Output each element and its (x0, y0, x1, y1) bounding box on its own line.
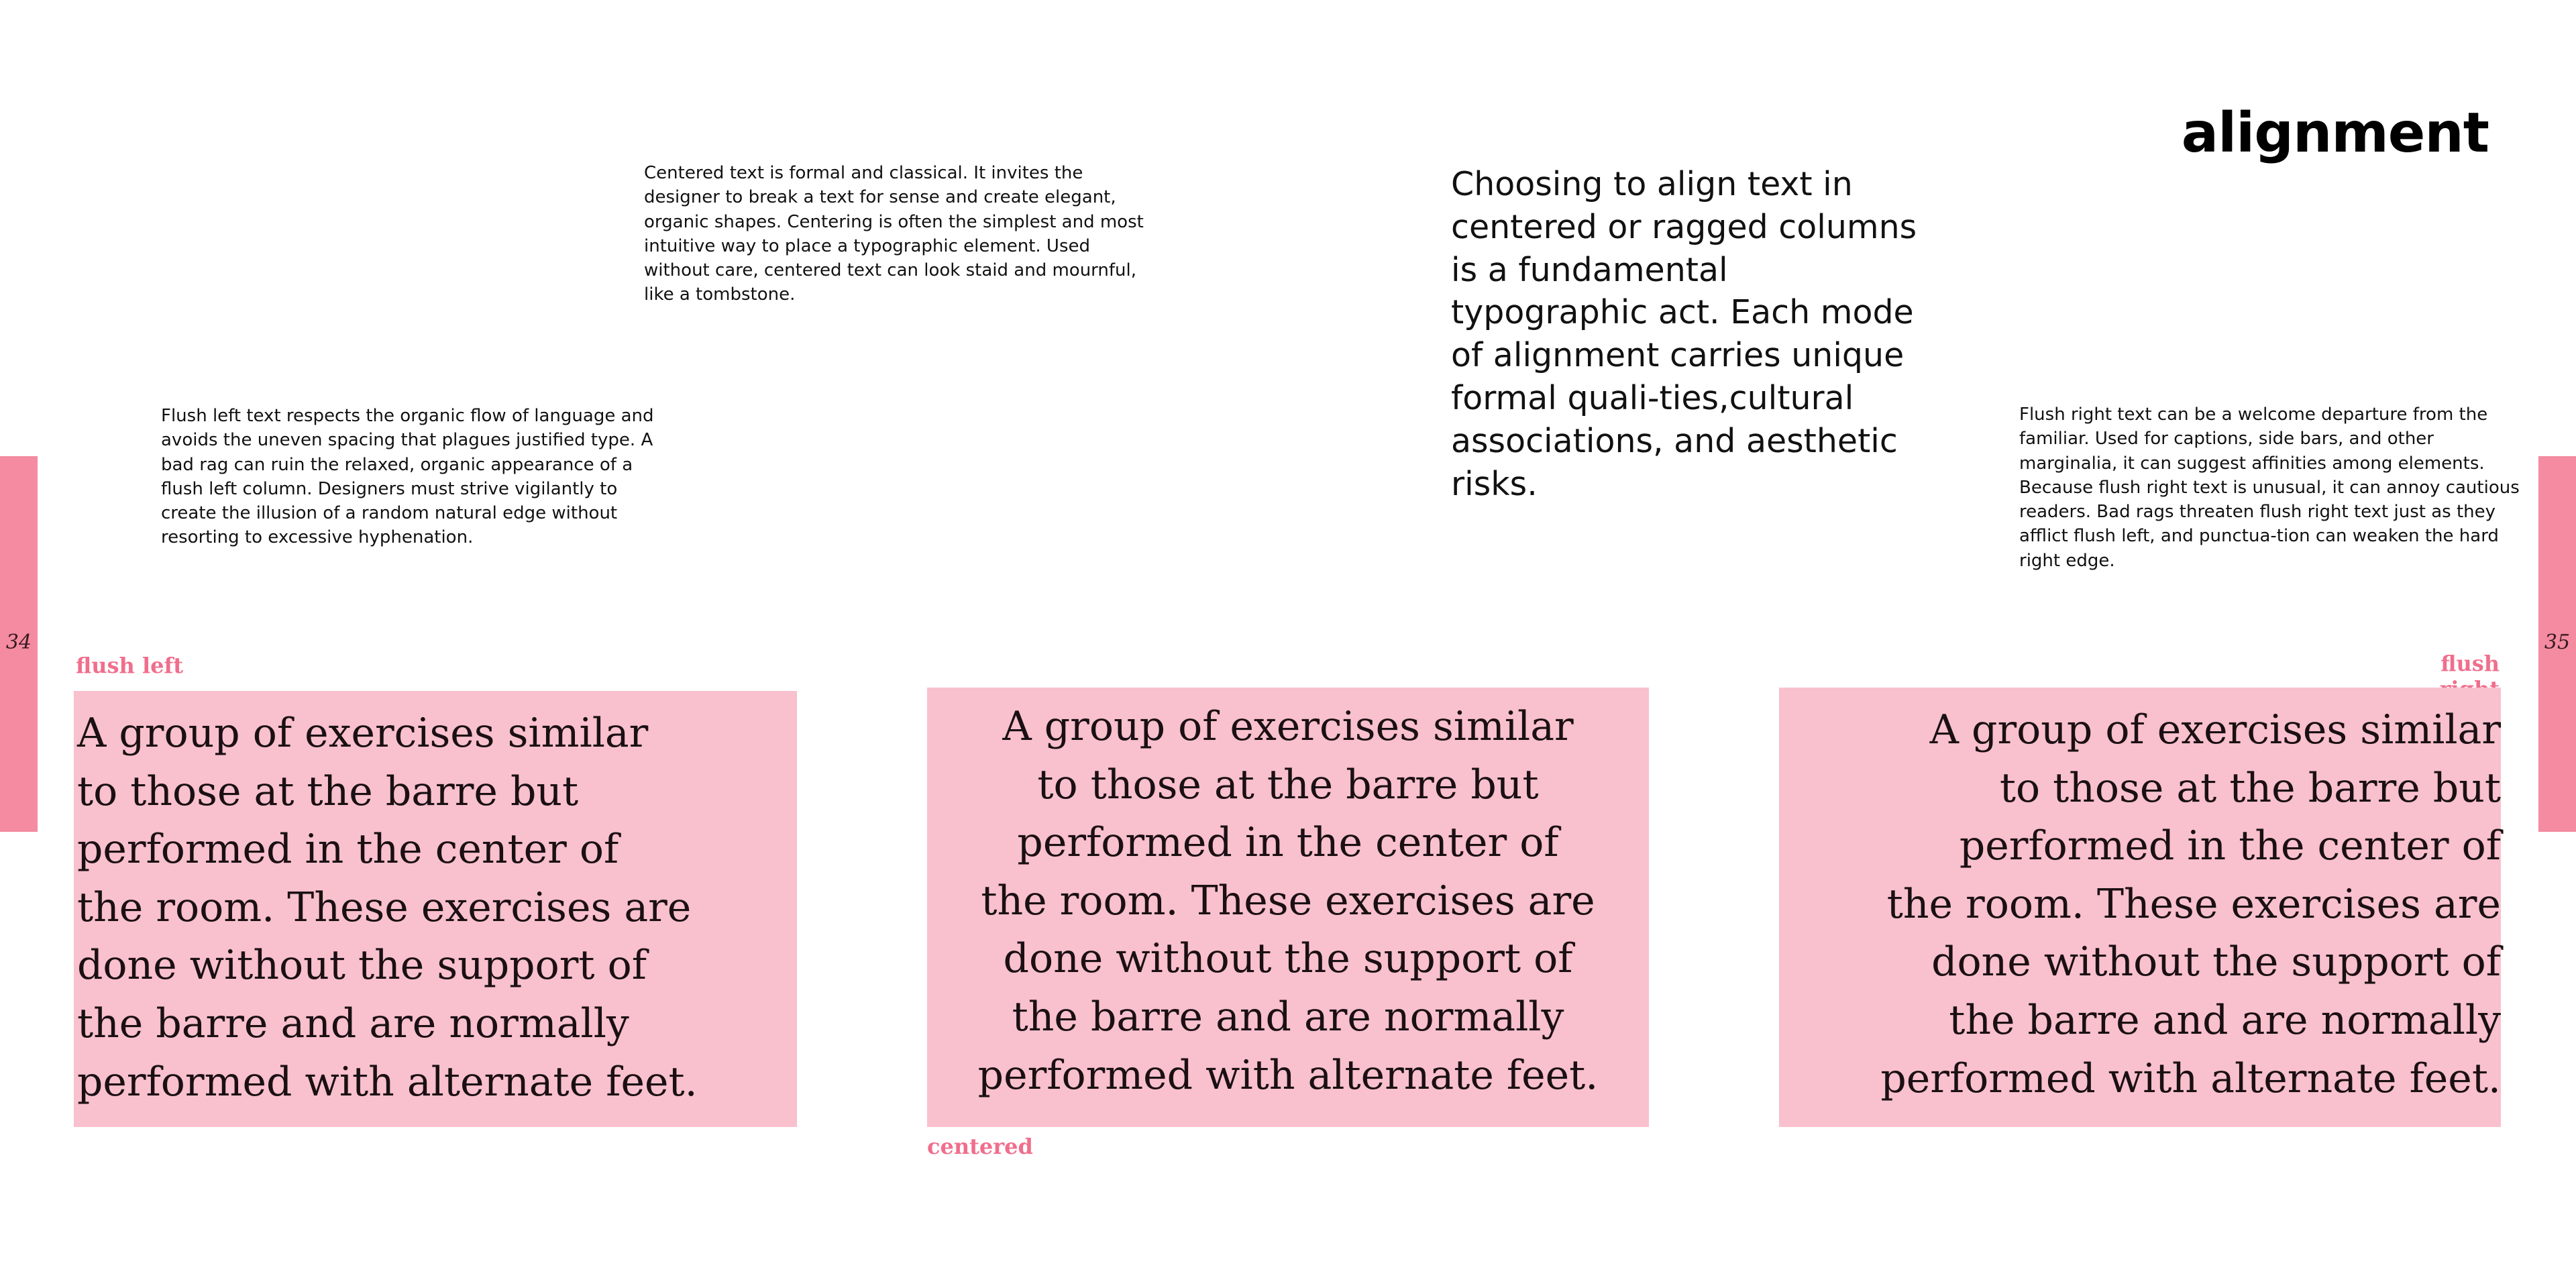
flush-right-sample-text: A group of exercises similar to those at the barre but performed in the center of the room. These exercises are done without the support of the barre and are normally performed with alternate feet. (1880, 706, 2501, 1102)
centered-label: centered (927, 1134, 1033, 1159)
left-page-number: 34 (5, 631, 32, 654)
intro-paragraph: Choosing to align text in centered or ragged columns is a fundamental typographic act. Each mode of alignment carries unique formal quali-ties,cultural associations, and aesthetic risks. (1451, 165, 1917, 503)
flush-right-label: flush (2440, 651, 2500, 676)
flush-left-sample-text: A group of exercises similar to those at the barre but performed in the center of the room. These exercises are done without the support of the barre and are normally performed with alternate feet. (77, 710, 698, 1106)
flush-left-description: Flush left text respects the organic flow of language and avoids the uneven spacing that plagues justified type. A bad rag can ruin the relaxed, organic appearance of a flush left column. Designers must strive vigilantly to create the illusion of a random natural edge without resorting to excessive hyphenation. (161, 406, 654, 548)
centered-description: Centered text is formal and classical. It invites the designer to break a text for sense and create elegant, organic shapes. Centering is often the simplest and most intuitive way to place a typographic element. Used without care, centered text can look staid and mournful, like a tombstone. (644, 163, 1144, 305)
right-page-number: 35 (2544, 631, 2571, 654)
flush-right-description: Flush right text can be a welcome departure from the familiar. Used for captions, side bars, and other marginalia, it can suggest affinities among elements. Because flush right text is unusual, it can annoy cautious readers. Bad rags threaten flush right text just as they afflict flush left, and punctua-tion can weaken the hard right edge. (2019, 405, 2520, 571)
centered-sample-text: A group of exercises similar to those at the barre but performed in the center of the room. These exercises are done without the support of the barre and are normally performed with alternate feet. (977, 703, 1599, 1099)
flush-left-label: flush left (76, 653, 184, 678)
page-title: alignment (2181, 101, 2489, 165)
